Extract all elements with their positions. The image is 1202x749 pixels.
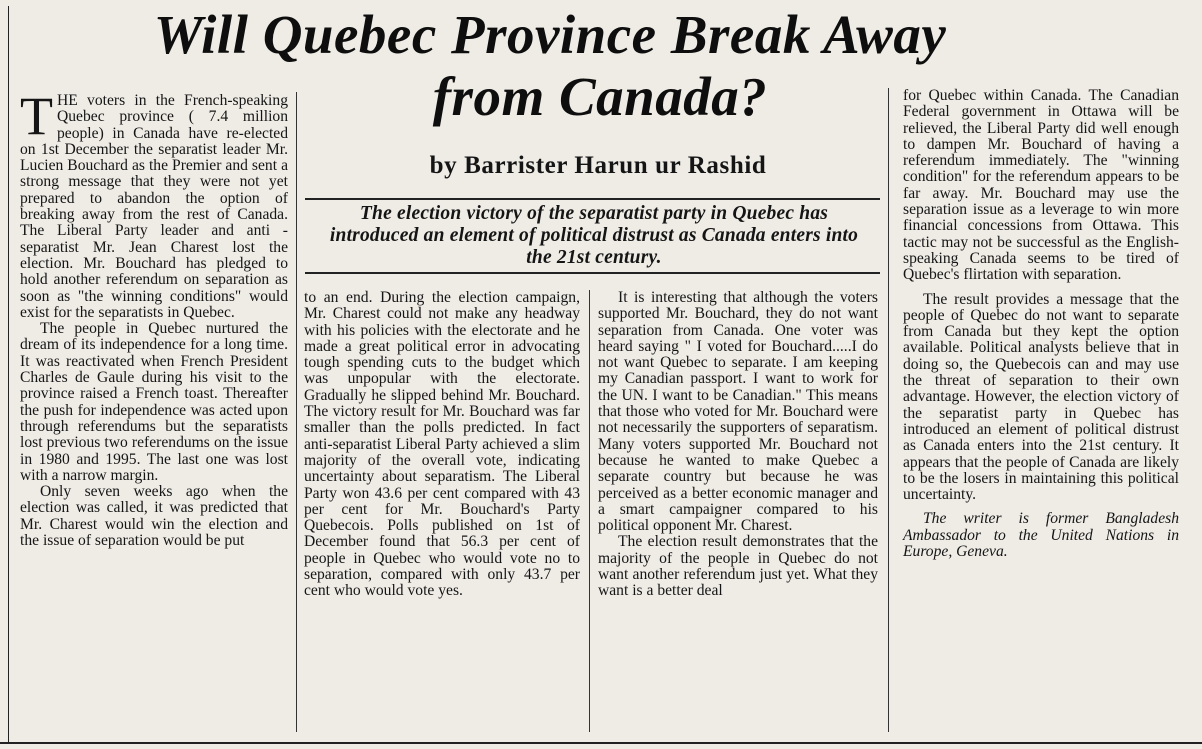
article-column-4 — [903, 88, 1179, 560]
drop-cap: T — [20, 86, 53, 146]
column-rule-2 — [589, 290, 590, 732]
column-rule-1 — [296, 92, 297, 732]
paragraph: It is interesting that although the voters supported Mr. Bouchard, they do not want separation from Canada. One voter was heard saying " I voted for Bouchard.....I do not want Quebec to separate. I am keeping my Canadian passport. I want to work for the UN. I want to be Canadian." This means that those who voted for Mr. Bouchard were not necessarily the supporters of separatism. Many voters supported Mr. Bouchard not because he wanted to make Quebec a separate country but because he was perceived as a better economic manager and a smart campaigner compared to his political opponent Mr. Charest. — [598, 289, 878, 535]
paragraph: The result provides a message that the people of Quebec do not want to separate from Canada but they kept the option available. Political analysts believe that in doing so, the Quebecois can and may use the threat of separation to their own advantage. However, the election victory of the separatist party in Quebec has introduced an element of political distrust as Canada enters into the 21st century. It appears that the people of Canada are likely to be the losers in maintaining this political uncertainty. — [903, 290, 1179, 504]
paragraph: The people in Quebec nurtured the dream of its independence for a long time. It was reactivated when French President Charles de Gaule during his visit to the province raised a French toast. Thereafter the push for independence was acted upon through referendums but the separatists lost previous two referendums on the issue in 1980 and 1995. The last one was lost with a narrow margin. — [20, 320, 288, 484]
paragraph — [20, 86, 288, 321]
paragraph: to an end. During the election campaign, Mr. Charest could not make any headway with his policies with the electorate and he made a great political error in advocating tough spending cuts to the budget which was unpopular with the electorate. Gradually he slipped behind Mr. Bouchard. The victory result for Mr. Bouchard was far smaller than the polls predicted. In fact anti-separatist Liberal Party achieved a slim majority of the overall vote, indicating uncertainty about separatism. The Liberal Party won 43.6 per cent compared with 43 per cent for Mr. Bouchard's Party Quebecois. Polls published on 1st of December found that 56.3 per cent of people in Quebec who would vote no to separation, compared with only 43.7 per cent who would vote yes. — [304, 289, 580, 600]
paragraph: for Quebec within Canada. The Canadian Federal government in Ottawa will be relieved, the Liberal Party did well enough to dampen Mr. Bouchard of having a referendum immediately. The "winning condition" for the referendum appears to be far away. Mr. Bouchard may use the separation issue as a leverage to win more financial concessions from Ottawa. This tactic may not be successful as the English-speaking Canada seems to be tired of Quebec's flirtation with separation. — [903, 87, 1179, 284]
article-column-1 — [20, 86, 288, 550]
author-note: The writer is former Bangladesh Ambassador to the United Nations in Europe, Geneva. — [903, 510, 1179, 561]
paragraph: Only seven weeks ago when the election was called, it was predicted that Mr. Charest would win the election and the issue of separation would be put — [20, 483, 288, 550]
article-column-2 — [304, 290, 580, 600]
paragraph: The election result demonstrates that the majority of the people in Quebec do not want another referendum just yet. What they want is a better deal — [598, 533, 878, 600]
standfirst: The election victory of the separatist party in Quebec has introduced an element of political distrust as Canada enters into the 21st century. — [329, 203, 859, 268]
article-column-3 — [598, 290, 878, 600]
paragraph-text: HE voters in the French-speaking Quebec province ( 7.4 million people) in Canada have re-elected on 1st December the separatist leader Mr. Lucien Bouchard as the Premier and sent a strong message that they were not yet prepared to abandon the option of breaking away from the rest of Canada. The Liberal Party leader and anti -separatist Mr. Jean Charest lost the election. Mr. Bouchard has pledged to hold another referendum on separation as soon as "the winning conditions" would exist for the separatists in Quebec. — [20, 92, 288, 321]
bottom-border-rule — [0, 742, 1202, 744]
column-rule-3 — [888, 88, 889, 732]
headline-line-1: Will Quebec Province Break Away — [153, 4, 947, 65]
headline-line-2: from Canada? — [432, 66, 768, 127]
left-border-rule — [8, 6, 9, 744]
byline: by Barrister Harun ur Rashid — [429, 152, 767, 179]
